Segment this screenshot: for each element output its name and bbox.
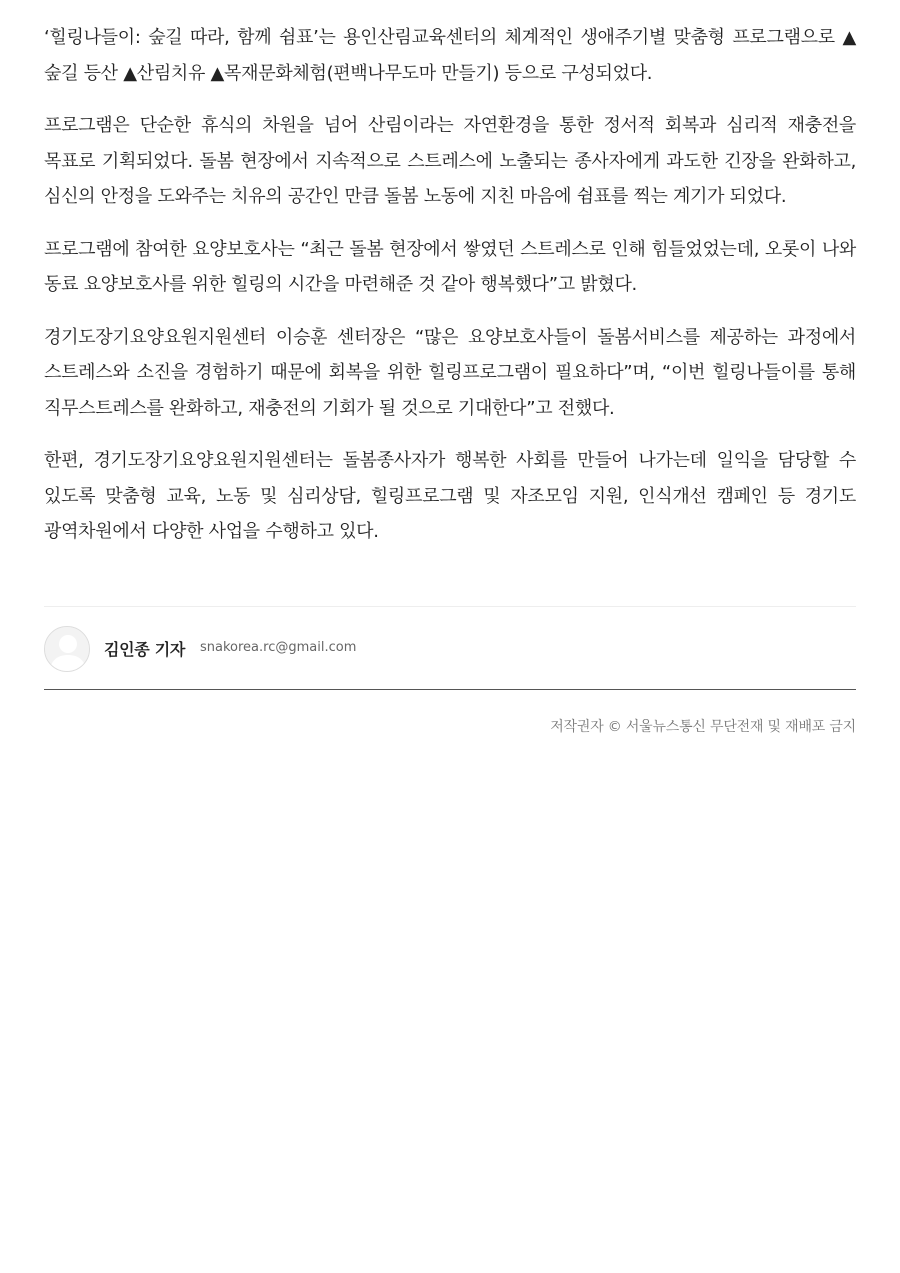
article-paragraph-1: ‘힐링나들이: 숲길 따라, 함께 쉼표’는 용인산림교육센터의 체계적인 생애주기별 맞춤형 프로그램으로 ▲숲길 등산 ▲산림치유 ▲목재문화체험(편백나무도마 만들기) 등으로 구성되었다. bbox=[44, 27, 856, 84]
article-paragraph-3: 프로그램에 참여한 요양보호사는 “최근 돌봄 현장에서 쌓였던 스트레스로 인해 힘들었었는데, 오롯이 나와 동료 요양보호사를 위한 힐링의 시간을 마련해준 것 같아 행복했다”고 밝혔다. bbox=[44, 238, 856, 295]
author-byline bbox=[44, 606, 856, 690]
author-email[interactable]: snakorea.rc@gmail.com bbox=[200, 640, 357, 655]
user-silhouette-icon bbox=[45, 627, 90, 672]
article-body bbox=[44, 20, 856, 567]
article-paragraph-2: 프로그램은 단순한 휴식의 차원을 넘어 산림이라는 자연환경을 통한 정서적 회복과 심리적 재충전을 목표로 기획되었다. 돌봄 현장에서 지속적으로 스트레스에 노출되는 종사자에게 과도한 긴장을 완화하고, 심신의 안정을 도와주는 치유의 공간인 만큼 돌봄 노동에 지친 마음에 쉼표를 찍는 계기가 되었다. bbox=[44, 115, 856, 207]
article-paragraph-4: 경기도장기요양요원지원센터 이승훈 센터장은 “많은 요양보호사들이 돌봄서비스를 제공하는 과정에서 스트레스와 소진을 경험하기 때문에 회복을 위한 힐링프로그램이 필요하다”며, “이번 힐링나들이를 통해 직무스트레스를 완화하고, 재충전의 기회가 될 것으로 기대한다”고 전했다. bbox=[44, 326, 856, 419]
copyright-notice: 저작권자 © 서울뉴스통신 무단전재 및 재배포 금지 bbox=[550, 719, 856, 735]
author-avatar[interactable] bbox=[44, 626, 90, 672]
author-name[interactable]: 김인종 기자 bbox=[104, 640, 186, 659]
article-paragraph-5: 한편, 경기도장기요양요원지원센터는 돌봄종사자가 행복한 사회를 만들어 나가는데 일익을 담당할 수 있도록 맞춤형 교육, 노동 및 심리상담, 힐링프로그램 및 자조모임 지원, 인식개선 캠페인 등 경기도 광역차원에서 다양한 사업을 수행하고 있다. bbox=[44, 450, 856, 542]
